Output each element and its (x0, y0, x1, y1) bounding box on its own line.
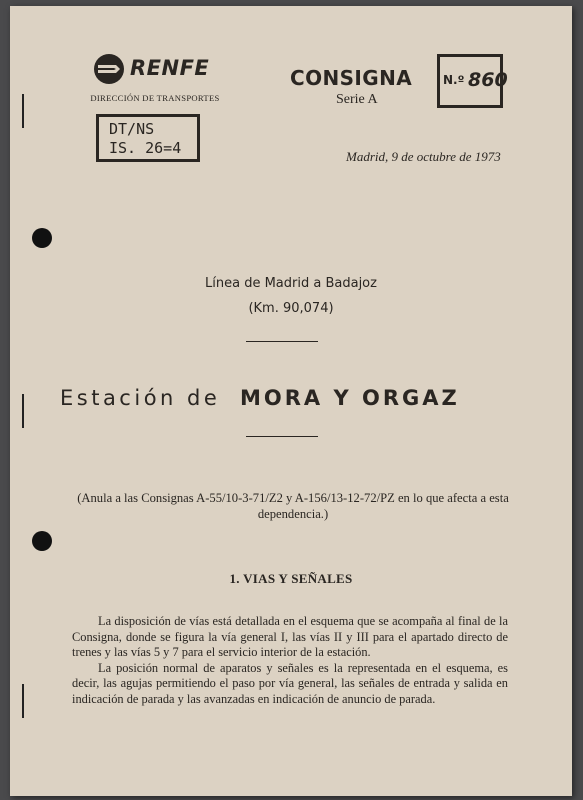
divider (246, 341, 318, 342)
document-date: Madrid, 9 de octubre de 1973 (346, 149, 501, 164)
linea-title: Línea de Madrid a Badajoz (205, 276, 377, 291)
estacion-name: MORA Y ORGAZ (240, 386, 460, 410)
document-page (10, 6, 572, 796)
punch-hole (32, 228, 52, 248)
consigna-number-box (437, 54, 508, 108)
margin-mark (22, 394, 24, 428)
renfe-logo (94, 54, 234, 88)
renfe-logo-icon (94, 54, 124, 84)
serie-label: Serie A (336, 92, 378, 107)
section-body (72, 614, 508, 707)
margin-mark (22, 94, 24, 128)
margin-mark (22, 684, 24, 718)
paragraph: La posición normal de aparatos y señales es la representada en el esquema, es decir, las agujas permitiendo el paso por vía general, las señales de entrada y salida en indicación de parada y las avanzadas en indicación de anuncio de parada. (72, 660, 508, 706)
divider (246, 436, 318, 437)
direccion-label: DIRECCIÓN DE TRANSPORTES (90, 93, 220, 103)
reference-line-2: IS. 26=4 (109, 139, 182, 157)
reference-box (96, 114, 200, 162)
number-prefix: N.º (443, 73, 465, 87)
consigna-number: 860 (468, 69, 508, 91)
km-label: (Km. 90,074) (248, 301, 334, 316)
estacion-prefix: Estación de (60, 386, 221, 410)
renfe-logo-text: RENFE (130, 56, 210, 80)
punch-hole (32, 531, 52, 551)
anula-note: (Anula a las Consignas A-55/10-3-71/Z2 y A-156/13-12-72/PZ en lo que afecta a esta dependencia.) (77, 491, 509, 521)
reference-line-1: DT/NS (109, 120, 155, 138)
paragraph: La disposición de vías está detallada en el esquema que se acompaña al final de la Consigna, donde se figura la vía general I, las vías II y III para el apartado directo de trenes y las vías 5 y 7 para el servicio interior de la estación. (72, 614, 508, 659)
section-heading: 1. VIAS Y SEÑALES (229, 571, 353, 586)
consigna-title: CONSIGNA (290, 66, 413, 90)
